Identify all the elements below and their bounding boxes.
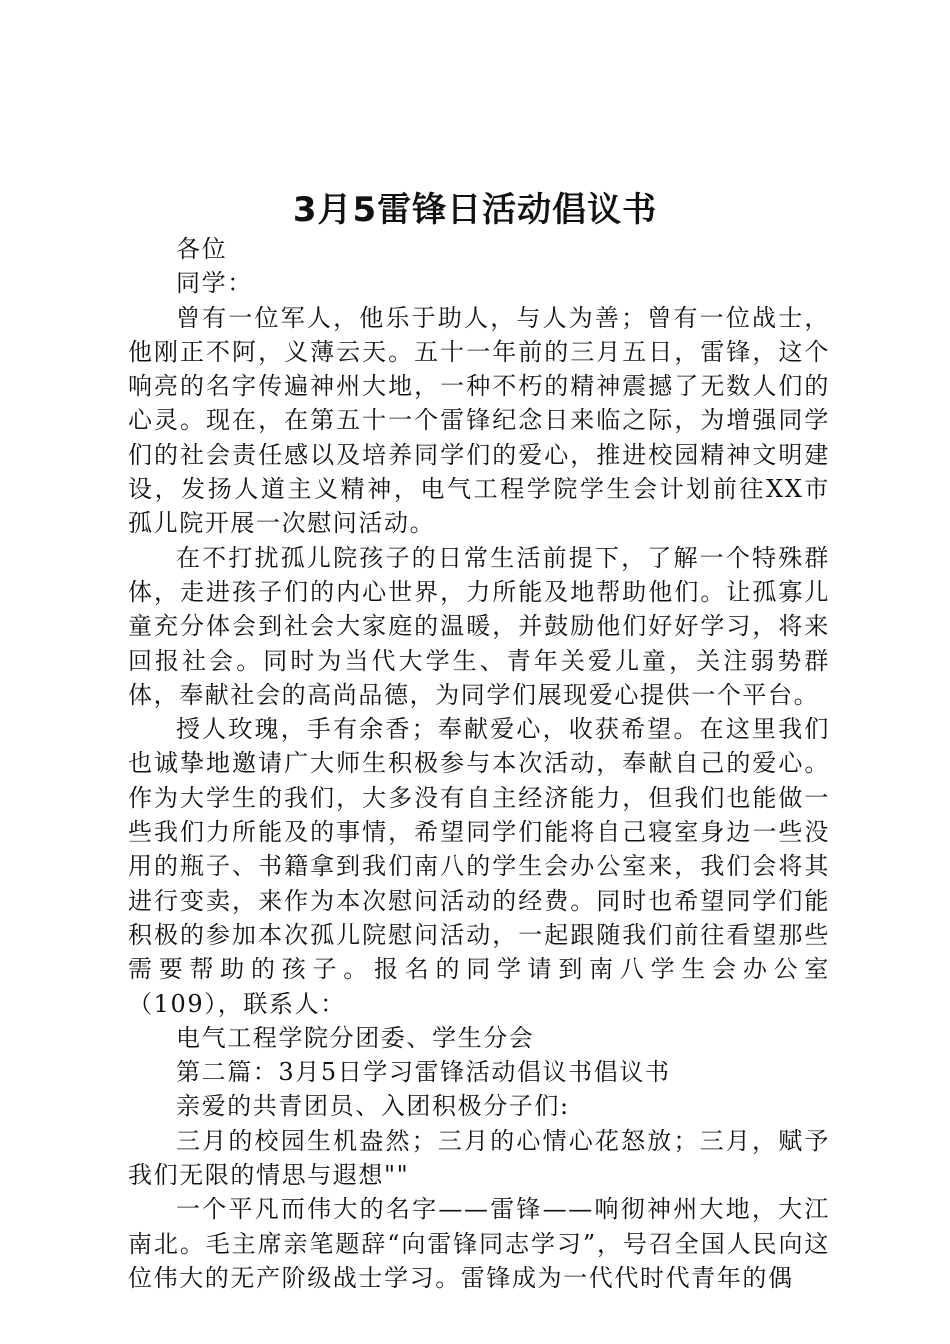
paragraph-invitation: 授人玫瑰，手有余香；奉献爱心，收获希望。在这里我们也诚挚地邀请广大师生积极参与本次活动，奉献自己的爱心。作为大学生的我们，大多没有自主经济能力，但我们也能做一些我们力所能及的事情，希望同学们能将自己寝室身边一些没用的瓶子、书籍拿到我们南八的学生会办公室来，我们会将其进行变卖，来作为本次慰问活动的经费。同时也希望同学们能积极的参加本次孤儿院慰问活动，一起跟随我们前往看望那些需要帮助的孩子。报名的同学请到南八学生会办公室（109），联系人： <box>128 715 830 1018</box>
paragraph-march: 三月的校园生机盎然；三月的心情心花怒放；三月，赋予我们无限的情思与遐想"" <box>128 1126 830 1190</box>
paragraph-leifeng: 一个平凡而伟大的名字——雷锋——响彻神州大地，大江南北。毛主席亲笔题辞“向雷锋同志学习”，号召全国人民向这位伟大的无产阶级战士学习。雷锋成为一代代时代青年的偶 <box>128 1195 830 1292</box>
document-title: 3月5雷锋日活动倡议书 <box>292 190 658 230</box>
second-article-salutation: 亲爱的共青团员、入团积极分子们: <box>176 1092 570 1121</box>
salutation-line-1: 各位 <box>176 235 228 263</box>
paragraph-intro: 曾有一位军人，他乐于助人，与人为善；曾有一位战士，他刚正不阿，义薄云天。五十一年前的三月五日，雷锋，这个响亮的名字传遍神州大地，一种不朽的精神震撼了无数人们的心灵。现在，在第五十一个雷锋纪念日来临之际，为增强同学们的社会责任感以及培养同学们的爱心，推进校园精神文明建设，发扬人道主义精神，电气工程学院学生会计划前往XX市孤儿院开展一次慰问活动。 <box>128 303 830 538</box>
salutation-line-2: 同学： <box>176 269 253 298</box>
document-body <box>128 232 830 1295</box>
second-article-heading: 第二篇：3月5日学习雷锋活动倡议书倡议书 <box>176 1058 671 1087</box>
signature-line: 电气工程学院分团委、学生分会 <box>176 1023 535 1052</box>
paragraph-purpose: 在不打扰孤儿院孩子的日常生活前提下，了解一个特殊群体，走进孩子们的内心世界，力所能及地帮助他们。让孤寡儿童充分体会到社会大家庭的温暖，并鼓励他们好好学习，将来回报社会。同时为当代大学生、青年关爱儿童，关注弱势群体，奉献社会的高尚品德，为同学们展现爱心提供一个平台。 <box>128 543 830 709</box>
